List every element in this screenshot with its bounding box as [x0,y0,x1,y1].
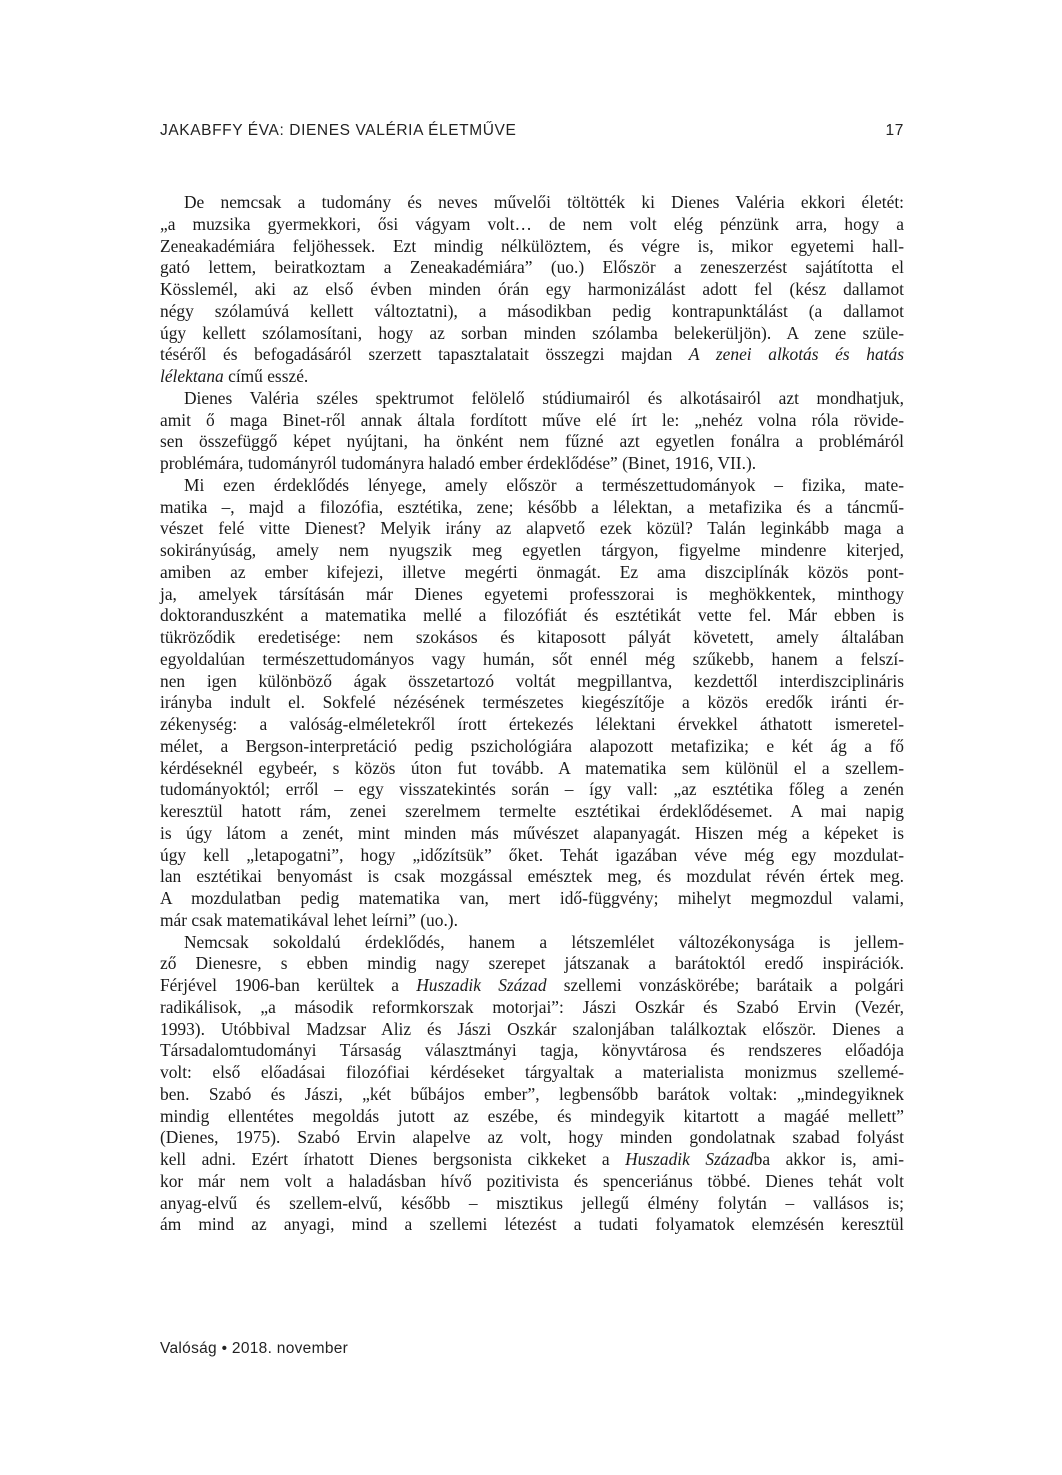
text-line: már csak matematikával lehet leírni” (uo.). [160,909,458,930]
italic-title: Huszadik Század [416,975,547,995]
text-line: sokirányúság, amely nem nyugszik meg egyetlen tárgyon, figyelme mindenre kiterjed, [160,540,904,560]
page-footer [160,1340,348,1358]
text-line: zékenység: a valóság-elméletekről írott értekezés lélektani érvekkel áthatott ismeretel- [160,714,904,734]
text-line: kor már nem volt a haladásban hívő pozitivista és spenceriánus többé. Dienes tehát volt [160,1170,904,1191]
text-line: lan esztétikai benyomást is csak mozgással emésztek meg, és mozdulat révén értek meg. [160,866,904,887]
text-line: tükröződik eredetisége: nem szokásos és kitaposott pályát követett, amely általában [160,627,904,647]
text-line: gató lettem, beiratkoztam a Zeneakadémiára” (uo.) Először a zeneszerzést sajátította el [160,257,904,278]
running-title: JAKABFFY ÉVA: DIENES VALÉRIA ÉLETMŰVE [160,122,517,139]
italic-title: lélektana [160,366,224,386]
article-body [160,192,904,1236]
text-line: téséről és befogadásáról szerzett tapasztalatait összegzi majdan A zenei alkotás és hatás [160,344,904,365]
text-line: sen összefüggő képet nyújtani, ha önként nem fűzné azt egyetlen fonálra a problémáról [160,431,904,452]
text-line: ám mind az anyagi, mind a szellemi létezést a tudati folyamatok elemzésén keresztül [160,1214,904,1235]
text-line: kell adni. Ezért írhatott Dienes bergsonista cikkeket a Huszadik Századba akkor is, ami- [160,1149,905,1169]
text-line: úgy kell „letapogatni”, hogy „időzítsük” őket. Tehát igazában véve még egy mozdulat- [160,844,904,865]
text-line: De nemcsak a tudomány és neves művelői töltötték ki Dienes Valéria ekkori életét: [184,192,904,212]
text-line: tudományoktól; erről – egy visszatekintés során – így vall: „az esztétika főleg a zenén [160,779,904,800]
text-line: Nemcsak sokoldalú érdeklődés, hanem a létszemlélet változékonysága is jellem- [184,931,904,952]
text-line: Férjével 1906-ban kerültek a Huszadik Század szellemi vonzáskörébe; barátaik a polgári [160,975,905,995]
text-line: ja, amelyek társításán már Dienes egyetemi professzorai is meghökkentek, minthogy [160,583,904,604]
italic-title: Huszadik Század [625,1149,754,1169]
journal-issue: Valóság • 2018. november [160,1340,349,1357]
text-line: egyoldalúan természettudományos vagy humán, sőt ennél még szűkebb, hanem a felszí- [160,648,904,669]
text-line: mindig ellentétes megoldás jutott az eszébe, és mindegyik kitartott a magáé mellett” [160,1105,904,1126]
text-line: „a muzsika gyermekkori, ősi vágyam volt… de nem volt elég pénzünk arra, hogy a [160,213,904,234]
text-line: keresztül hatott rám, zenei szerelmem termelte esztétikai érdeklődésemet. A mai napig [160,801,904,821]
text-line: kérdéseknél egybeér, s közös úton fut tovább. A matematika sem különül el a szellem- [160,757,904,778]
text-line: négy szólamúvá kellett változtatni), a másodikban pedig kontrapunktálást (a dallamot [160,300,904,321]
text-line: anyag-elvű és szellem-elvű, később – misztikus jellegű élmény folytán – vallásos is; [160,1192,904,1213]
text-line: Társadalomtudományi Társaság választmányi tagja, könyvtárosa és rendszeres előadója [160,1040,904,1061]
text-line: amit ő maga Binet-ről annak általa fordított műve elé írt le: „nehéz volna róla rövide- [160,409,904,430]
text-line: ző Dienesre, s ebben mindig nagy szerepet játszanak a barátoktól eredő inspirációk. [160,953,904,974]
italic-title: A zenei alkotás és hatás [688,344,904,365]
text-line: doktoranduszként a matematika mellé a filozófiát és esztétikát vette fel. Már ebben is [160,605,904,626]
text-line: úgy kellett szólamosítani, hogy az sorban minden szólamba belekerüljön). A zene szüle- [160,322,904,343]
text-line: matika –, majd a filozófia, esztétika, zene; később a lélektan, a metafizika és a táncmű- [160,496,904,517]
text-line: Dienes Valéria széles spektrumot felölelő stúdiumairól és alkotásairól azt mondhatjuk, [184,387,904,408]
text-line: irányba indult el. Sokfelé nézésének természetes kiegészítője a közös eredők iránti ér- [160,692,904,713]
text-line: amiben az ember kifejezi, illetve megérti önmagát. Ez ama diszciplínák közös pont- [160,561,904,582]
text-line: Kösslemél, aki az első évben minden órán egy harmonizálást adott fel (kész dallamot [160,279,904,299]
text-line: nen igen különböző ágak összetartozó voltát megpillantva, kezdettől interdiszciplináris [160,670,904,691]
page-number: 17 [885,122,904,139]
text-line: Mi ezen érdeklődés lényege, amely először a természettudományok – fizika, mate- [184,474,904,495]
text-line: mélet, a Bergson-interpretáció pedig pszichológiára alapozott metafizika; e két ág a fő [160,735,904,756]
text-line: ben. Szabó és Jászi, „két bűbájos ember”, legbensőbb barátok voltak: „mindegyiknek [160,1083,904,1104]
text-line: A mozdulatban pedig matematika van, mert idő-függvény; mihelyt megmozdul valami, [160,888,904,908]
text-line: lélektana című esszé. [160,366,309,386]
text-line: vészet felé vitte Dienest? Melyik irány az alapvető ezek közül? Talán leginkább maga a [160,518,904,539]
text-line: radikálisok, „a második reformkorszak motorjai”: Jászi Oszkár és Szabó Ervin (Vezér, [160,996,904,1017]
text-line: 1993). Utóbbival Madzsar Aliz és Jászi Oszkár szalonjában találkoztak először. Dienes a [160,1018,904,1039]
text-line: problémára, tudományról tudományra haladó ember érdeklődése” (Binet, 1916, VII.). [160,453,757,473]
text-line: volt: első előadásai filozófiai kérdéseket tárgyaltak a materialista monizmus szellemé- [160,1062,904,1082]
text-line: (Dienes, 1975). Szabó Ervin alapelve az volt, hogy minden gondolatnak szabad folyást [160,1127,904,1148]
text-line: Zeneakadémiára feljöhessek. Ezt mindig nélkülöztem, és végre is, mikor egyetemi hall- [160,235,904,256]
text-line: is úgy látom a zenét, mint minden más művészet alapanyagát. Hiszen még a képeket is [160,822,904,843]
